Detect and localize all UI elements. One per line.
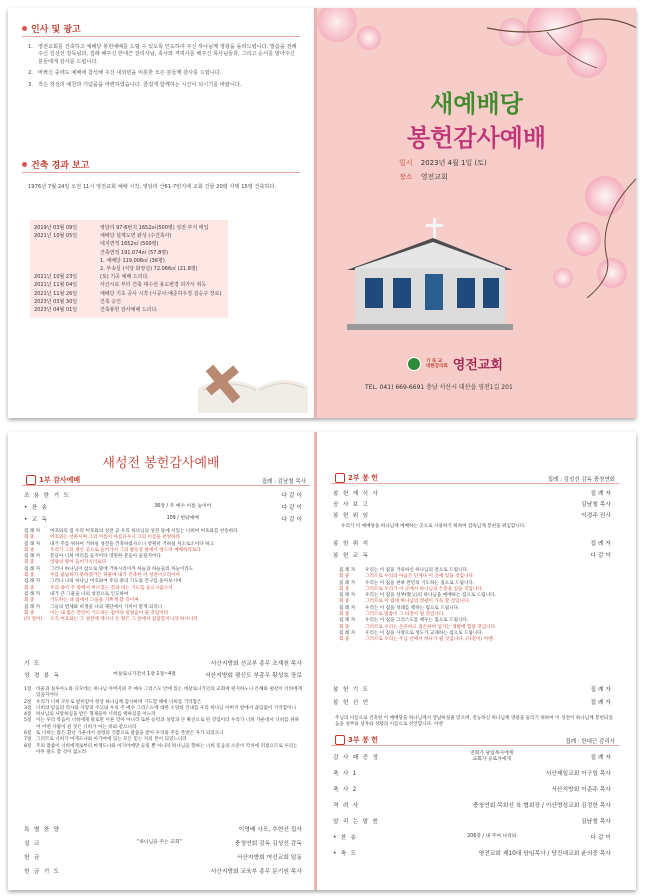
reading-text: 우리는 이 집을 거룩하신 하나님의 전으로 드립니다. — [365, 568, 469, 573]
order-row — [24, 866, 302, 875]
speaker: 회 중 — [339, 624, 350, 630]
greeting-list — [28, 44, 298, 93]
order-item-name: 헌 금 기 도 — [24, 869, 61, 875]
greeting-panel — [8, 8, 314, 418]
speaker: 회 중 — [339, 637, 350, 643]
speaker: 집 례 자 — [24, 566, 41, 572]
speaker: 집 례 자 — [24, 591, 41, 597]
cover-panel — [317, 8, 636, 418]
speaker: 회 중 — [24, 547, 35, 553]
order-item-detail: "하나님을 주는 교회" — [137, 839, 182, 845]
timeline-date — [34, 249, 100, 257]
reading-text: 그러므로 우리는 온유하고 겸손하여 섬기는 생활에 힘쓸 것입니다. — [365, 624, 497, 630]
order-item-name: • 축 도 — [333, 851, 358, 857]
speaker: (다 같이) — [24, 617, 43, 623]
greeting-item — [28, 70, 298, 77]
timeline-date: 2021년 11월 04일 — [34, 282, 78, 289]
bulletin-inside-sheet — [8, 432, 636, 890]
speaker: 집 례 자 — [24, 529, 41, 534]
speaker: 집 례 자 — [339, 580, 356, 586]
order-item-name: 봉 헌 취 지 — [333, 541, 370, 547]
verse-number: 4절 — [24, 712, 32, 718]
order-row — [333, 752, 611, 761]
order-row — [24, 670, 302, 679]
timeline-date: 2019년 03월 09일 — [34, 225, 78, 231]
reading-text: 이는 내 집은 만민이 기도하는 집이라 일컬음이 될 것임이라 — [50, 610, 169, 616]
timeline-date: 2023년 04월 01일 — [34, 307, 78, 314]
greeting-item — [28, 44, 298, 66]
verse-number: 1절 — [24, 687, 32, 692]
timeline-row — [34, 249, 224, 257]
timeline-row — [34, 290, 224, 298]
reading-text: 영광의 왕이 들어가시리로다 — [50, 560, 107, 566]
order-item-leader: 이영배 사모, 추현선 집사 — [238, 827, 302, 833]
timeline-date — [34, 265, 100, 273]
bible-cross-illustration — [198, 318, 308, 413]
speaker: 집 례 자 — [339, 618, 356, 624]
timeline-text: 예배당 기초 공사 시작 (시공사:예준하우징 김승구 장로) — [100, 290, 222, 297]
greeting-item — [28, 82, 298, 89]
timeline-date: 2021년 10월 05일 — [34, 233, 78, 240]
part1-responsive-reading — [24, 529, 304, 623]
timeline-date: 2023년 03월 30일 — [34, 298, 78, 305]
order-item-leader: 김남철 목사 — [581, 819, 611, 825]
part2-note2: 주님의 이름으로 건축한 이 예배당을 하나님께서 영납하실줄 믿으며, 전능하신 하나님께 영광을 돌리기 위하여 이 성전이 하나님께 봉헌되었음을 성부와 성자와 성령의 이름으로 선언합니다. 아멘 — [335, 716, 613, 728]
timeline-row — [34, 232, 224, 240]
order-item-leader: 서산지방회 평신도 부총무 황성호 장로 — [205, 673, 302, 679]
order-item-leader: 다 같 이 — [281, 493, 302, 499]
timeline-row — [34, 224, 224, 232]
order-item-name: 공 사 보 고 — [333, 502, 370, 508]
reading-text: 우리는 이 집을 성례를 행하는 집으로 드립니다. — [365, 605, 460, 611]
timeline-row — [34, 265, 224, 273]
timeline-row — [34, 298, 224, 306]
verse-text: 주의 말씀이 너희에게로부터 마게도냐와 아가야에만 들릴 뿐 아니라 하나님을 향하는 너희 믿음의 소문이 각처에 퍼졌으므로 우리는 아무 말도 할 것이 없노라 — [36, 743, 298, 755]
blossom-icon — [357, 26, 381, 50]
item-number: 2. — [28, 70, 33, 77]
speaker: 회 중 — [339, 574, 350, 580]
service-right-panel — [317, 432, 636, 890]
order-item-leader: 이경주 권사 — [581, 513, 611, 519]
order-item-name: 봉 헌 예 식 사 — [333, 491, 380, 497]
branch-icon — [487, 8, 636, 88]
order-item-name: 축 사 2 — [333, 787, 358, 793]
part2-header: 2부 봉 헌 집례 : 김성선 감독 충청연회 — [331, 472, 619, 484]
item-text: 영전교회를 건축하고 예배당 봉헌예배를 드릴 수 있도록 인도하여 주신 하나님께 영광을 돌려드립니다. 말씀을 전해주신 김성선 감독님과, 집례 해주신 한대근 감리사님, 축사와 격려사를 해주신 목사님들과, 그리고 순서를 맡아주신 분들에게 감사를 드립니다. — [38, 44, 297, 65]
order-item-name: 봉 헌 기 도 — [333, 687, 370, 693]
timeline-date: 2021년 11월 26일 — [34, 290, 78, 297]
section-marker-icon — [335, 473, 345, 483]
order-item-name: • 교 독 — [24, 517, 49, 523]
reading-text: 여호와의 집 우리 여호와의 성전 곧 우리 하나님의 성전 뜰에 서있는 너희여 여호와를 찬송하라 — [50, 529, 238, 534]
reading-text: 그러므로 말씀이 그 터전이 될 것입니다. — [365, 612, 445, 618]
order-row — [333, 697, 611, 706]
verse-text: 바울과 실루아노와 디모데는 하나님 아버지와 주 예수 그리스도 안에 있는 데살로니가인의 교회에 편지하노니 은혜와 평강이 너희에게 있을지어다 — [36, 687, 302, 699]
reading-text: 우리는 이 집을 사랑으로 성도가 교제하는 집으로 드립니다. — [365, 630, 484, 636]
part3-header: 3부 봉 헌 집례 : 한대근 감리사 — [331, 734, 619, 746]
order-item-name: 특 별 찬 양 — [24, 827, 61, 833]
order-item-detail: 36장 / 주 예수 이름 높이어 — [154, 503, 212, 509]
order-row — [24, 658, 302, 667]
reading-text: 그러므로 우리의 마음은 언제나 이 곳에 있을 것입니다. — [365, 574, 475, 580]
item-text: 작은 정성의 예찬과 기념품을 마련하였습니다. 즐겁게 함께하는 시간이 되시기를 바랍니다. — [38, 81, 242, 88]
item-number: 1. — [28, 44, 33, 50]
order-item-leader: 서산지방회 선교부 총무 조재천 목사 — [210, 661, 302, 667]
reading-text: 내가 큰 그물을 나의 성전으로 인도하여 — [50, 591, 129, 597]
service-left-panel — [8, 432, 314, 890]
order-row — [333, 488, 611, 497]
timeline-text: 건축봉헌 감사예배 드리다. — [100, 307, 158, 314]
reading-text: 우리는 이 집을 천하 만민의 기도하는 집으로 드립니다. — [365, 580, 475, 586]
verse-text: 우리가 너희 모두로 말미암아 항상 하나님께 감사하며 기도할 때에 너희를 기억함은 — [36, 699, 202, 705]
methodist-logo-icon — [407, 357, 421, 371]
order-item-leader: 충청연회 감독 김성선 감독 — [234, 841, 302, 847]
order-item-name: 축 사 1 — [333, 771, 358, 777]
divider — [22, 36, 300, 37]
order-item-name: 조 용 한 기 도 — [24, 493, 71, 499]
order-item-detail: 마살로니가전서 1장 1절~4절 — [113, 671, 176, 677]
reading-text: 그들의 번제와 희생을 나의 제단에서 기꺼이 받게 되리니 — [50, 604, 163, 610]
speaker: 회 중 — [339, 612, 350, 618]
timeline-row — [34, 273, 224, 281]
verse-text: 이는 우리 복음이 너희에게 말로만 이른 것이 아니라 또한 능력과 성령과 큰 확신으로 된 것임이라 우리가 너희 가운데서 너희를 위하여 어떤 사람이 된 것은 너희가 아는 바와 같으니라 — [36, 718, 299, 730]
timeline-text: 서산시로 부터 건축 대수선 용도변경 허가서 취득 — [100, 282, 207, 289]
speaker: 집 례 자 — [24, 541, 41, 547]
order-item-leader: 김남철 목사 — [581, 502, 611, 508]
construction-intro: 1976년 7월 24일 오전 11시 영전교회 예배 시작, 영담리 산61-7번지에 교회 건물 20평 사택 15평 건축하다. — [28, 184, 277, 190]
service-title: 새성전 봉헌감사예배 — [102, 456, 220, 471]
order-row — [24, 502, 302, 511]
speaker: 집 례 자 — [24, 554, 41, 560]
order-row — [333, 768, 611, 777]
responsive-line — [24, 617, 304, 623]
order-row — [333, 800, 611, 809]
scripture-verse — [24, 718, 302, 731]
order-row — [333, 510, 611, 519]
order-row — [24, 824, 302, 833]
timeline-text: 1. 예배당 119.008㎡ (36평) — [100, 257, 165, 264]
speaker: 회 중 — [339, 599, 350, 605]
blossom-icon — [317, 8, 357, 42]
greeting-heading: 인사 및 광고 — [22, 22, 81, 35]
reading-text: 그러나 하나님이 참으로 땅에 거하시리이까 하늘과 하늘들의 하늘이라도 — [50, 566, 194, 572]
service-place: 장소 영전교회 — [399, 173, 448, 181]
scripture-verse — [24, 687, 302, 700]
order-row — [333, 550, 611, 559]
order-item-name: 감 사 패 증 정 — [333, 755, 380, 761]
timeline-text: 예배당 설계도면 완성 (수건축사) — [100, 233, 172, 240]
reading-text: 우리는 이 집을 성부(聖父)의 하나님을 예배하는 집으로 드립니다. — [365, 593, 496, 599]
order-item-leader: 집 례 자 — [590, 700, 611, 706]
verse-number: 6절 — [24, 731, 32, 737]
reading-text: 주를 용납하지 못하겠거든 하물며 내가 건축한 이 성전이오리이까 — [50, 573, 181, 579]
speaker: 회 중 — [24, 598, 35, 604]
construction-timeline — [30, 220, 228, 318]
reading-text: 오직 여호와는 그 성전에 계시니 온 땅은 그 앞에서 잠잠할지니라 하시니라 — [50, 617, 198, 623]
timeline-date — [34, 240, 100, 248]
order-item-name: 성 경 봉 독 — [24, 673, 61, 679]
speaker: 집 례 자 — [339, 593, 356, 599]
speaker: 집 례 자 — [24, 604, 41, 610]
cover-title-line1: 새예배당 — [430, 90, 523, 118]
bulletin-front-sheet — [8, 8, 636, 418]
speaker: 집 례 자 — [339, 605, 356, 611]
speaker: 회 중 — [24, 560, 35, 566]
verse-number: 7절 — [24, 737, 32, 743]
order-item-leader: 서산지방회 여선교회 일동 — [236, 855, 302, 861]
timeline-date: 2021년 10월 23일 — [34, 274, 78, 281]
order-row — [333, 499, 611, 508]
reading-text: 그러나 나의 하나님 여호와여 주의 종의 기도와 간구를 돌아보시며 — [50, 579, 182, 585]
reading-text: 내가 주를 위하여 거하실 성전을 건축하였사오니 영원히 거하실 처소로소이다 하고 — [50, 541, 215, 547]
branch-icon — [547, 178, 636, 298]
order-item-leader: 다 같 이 — [281, 505, 302, 511]
timeline-text: 건축면적 191.074㎡ (57.8평) — [100, 249, 169, 256]
reading-text: 기도하는 내 집에서 그들을 기쁘게 할 것이며 — [50, 598, 139, 604]
item-number: 3. — [28, 81, 33, 88]
order-item-name: 봉 헌 선 언 — [333, 700, 370, 706]
order-row — [24, 852, 302, 861]
timeline-date — [34, 257, 100, 265]
church-address: TEL. 041) 669-6691 충남 서산시 대산읍 영전1길 201 — [365, 384, 513, 391]
reading-text: 우리가 그의 계신 곳으로 들어가서 그의 발등상 앞에서 엎드려 예배하리로다 — [50, 547, 201, 553]
order-item-leader: 집 례 자 — [590, 755, 611, 761]
order-item-leader: 서산제일교회 이구일 목사 — [545, 771, 611, 777]
church-logo: 기 독 교 대한감리회 영전교회 — [407, 354, 503, 373]
order-item-leader: 집 례 자 — [590, 541, 611, 547]
order-item-name: 봉 헌 위 임 — [333, 513, 370, 519]
verse-text: 너희의 믿음의 역사와 사랑의 수고와 우리 주 예수 그리스도에 대한 소망의 인내를 우리 하나님 아버지 앞에서 끊임없이 기억함이니 — [36, 705, 297, 711]
timeline-row — [34, 281, 224, 289]
reading-text: 우리는 이 집을 그리스도를 배우는 집으로 드립니다. — [365, 618, 469, 624]
speaker: 집 례 자 — [24, 579, 41, 585]
verse-text: 하나님의 사랑하심을 받은 형제들아 너희를 택하심을 아노라 — [36, 712, 156, 718]
reading-text: 여호와는 선하시며 그의 이름이 아름다우니 그의 이름을 찬양하라 — [50, 535, 181, 541]
order-item-detail: 연회가 당임목사에게 교회가 공로자에게 — [470, 751, 514, 762]
part1-scripture — [24, 687, 304, 756]
order-row — [333, 538, 611, 547]
order-row — [24, 514, 302, 523]
scripture-verse — [24, 744, 302, 757]
order-row — [333, 848, 611, 857]
order-item-detail: 109 / 헌당예배 — [166, 515, 199, 521]
speaker: 회 중 — [24, 585, 35, 591]
order-item-name: 헌 금 — [24, 855, 41, 861]
section-marker-icon — [335, 735, 345, 745]
timeline-row — [34, 257, 224, 265]
timeline-row — [34, 306, 224, 314]
construction-heading: 건축 경과 보고 — [22, 158, 89, 171]
part1-header: 1부 감사예배 집례 : 김남철 목사 — [22, 474, 310, 486]
bullet-dot-icon — [22, 162, 27, 167]
order-item-leader: 다 같 이 — [281, 517, 302, 523]
order-item-name: 설 교 — [24, 841, 41, 847]
reading-text: 주의 종이 주 앞에서 부르짖는 것과 비는 기도를 들으시옵소서 — [50, 585, 173, 591]
order-row — [333, 832, 611, 841]
timeline-text: (토) 기공 예배 드리다. — [100, 274, 149, 281]
reading-text: 그러므로 우리는 주님 안에서 하나가 될 것입니다. (다같이) 아멘. — [365, 637, 495, 643]
order-item-leader: 다 같 이 — [590, 835, 611, 841]
order-item-leader: 충청연회 목회선 육 협회장 / 이산영성교회 김정한 목사 — [472, 803, 611, 809]
order-item-leader: 서산지방회 이준주 목사 — [551, 787, 611, 793]
verse-number: 3절 — [24, 705, 32, 711]
part2-responsive-reading — [339, 568, 619, 644]
order-item-name: • 찬 송 — [24, 505, 49, 511]
speaker: 회 중 — [24, 610, 35, 616]
order-item-name: 봉 헌 교 독 — [333, 553, 370, 559]
order-row — [333, 784, 611, 793]
order-item-leader: 서산지방회 교육부 총무 문기원 목사 — [210, 869, 302, 875]
church-name: 영전교회 — [452, 358, 503, 373]
verse-number: 2절 — [24, 699, 32, 705]
order-row — [333, 816, 611, 825]
timeline-text: 영담리 97-6번지 1652㎡(500평) 성전 부지 매입 — [100, 225, 209, 231]
church-photo — [337, 212, 517, 330]
reading-text: 문들아 너희 머리를 들지어다 영원한 문들아 들릴지어다 — [50, 554, 161, 560]
order-item-leader: 집 례 자 — [590, 687, 611, 693]
service-date: 일시 2023년 4월 1일 (토) — [399, 159, 487, 167]
timeline-text: 건축 승인 — [100, 298, 121, 305]
order-item-leader: 영전교회 제10대 담임목사 / 당진대교회 윤의중 목사 — [478, 851, 611, 857]
speaker: 회 중 — [339, 586, 350, 592]
cover-title-line2: 봉헌감사예배 — [406, 124, 547, 152]
order-row — [24, 838, 302, 847]
bullet-dot-icon — [22, 26, 27, 31]
speaker: 집 례 자 — [339, 630, 356, 636]
order-item-detail: 206장 / 내 주여 나리와 — [467, 833, 517, 839]
verse-number: 5절 — [24, 718, 32, 724]
order-item-name: 기 도 — [24, 661, 41, 667]
order-item-name: 알 리 는 말 씀 — [333, 819, 380, 825]
verse-text: 그러므로 너희가 마게도냐와 아가야에 있는 모든 믿는 자의 본이 되었느니라 — [36, 737, 187, 743]
timeline-text: 대지면적 1652㎡ (500평) — [100, 241, 159, 248]
verse-number: 8절 — [24, 743, 32, 749]
speaker: 회 중 — [24, 535, 35, 541]
order-row — [333, 684, 611, 693]
order-item-name: 격 려 사 — [333, 803, 360, 809]
speaker: 회 중 — [24, 573, 35, 579]
part2-note1: 우리가 이 예배당을 하나님께 예배하는 곳으로 사용하기 위하여 감독님께 봉헌을 위임합니다. — [341, 524, 526, 529]
divider — [22, 172, 300, 173]
order-item-leader: 다 같 이 — [590, 553, 611, 559]
responsive-line — [339, 637, 619, 643]
timeline-row — [34, 240, 224, 248]
order-item-leader: 집 례 자 — [590, 491, 611, 497]
reading-text: 그러므로 이 집에 하나님의 영광이 가득 찰 것입니다. — [365, 599, 470, 605]
timeline-text: 2. 부속실 (식당 화장실) 72.066㎡ (21.8평) — [100, 266, 198, 273]
section-marker-icon — [26, 475, 36, 485]
reading-text: 그러므로 우리가 이 곳에서 하나님의 은총을 입을 것입니다. — [365, 586, 484, 592]
verse-text: 또 너희는 많은 환난 가운데서 성령의 기쁨으로 말씀을 받아 우리와 주를 본받은 자가 되었으니 — [36, 731, 224, 737]
order-row — [24, 490, 302, 499]
order-item-name: • 찬 송 — [333, 835, 358, 841]
speaker: 집 례 자 — [339, 568, 356, 573]
item-text: 바쁘신 중에도 예배에 참석해 주신 내외빈을 비롯한 모든 분들께 감사를 드립니다. — [38, 70, 222, 77]
